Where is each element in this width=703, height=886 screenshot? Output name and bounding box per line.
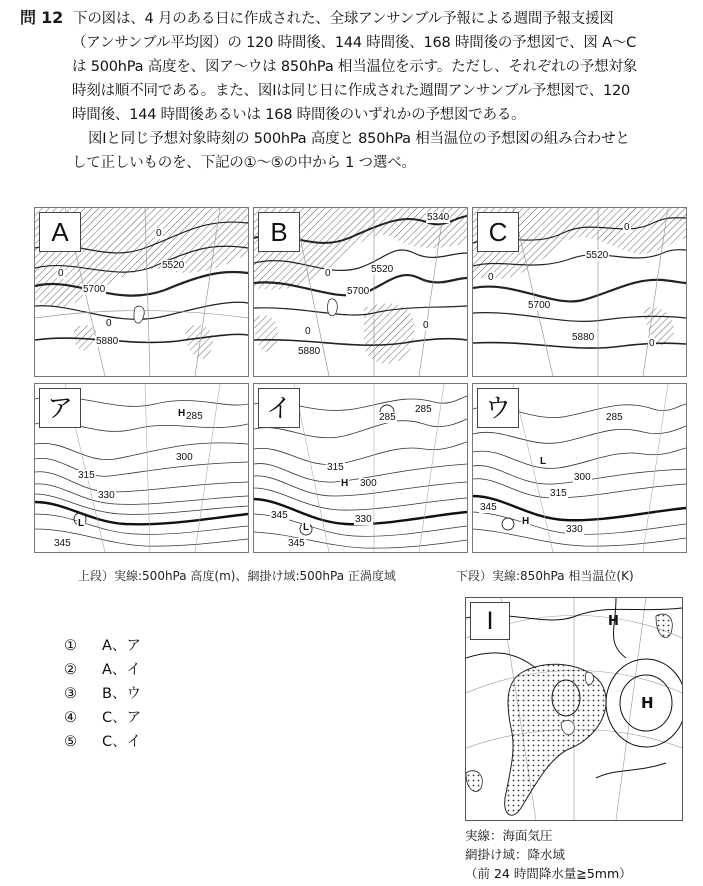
contour-label: 0 (649, 338, 655, 349)
choice-1[interactable] (64, 634, 141, 658)
contour-label: 330 (98, 490, 115, 501)
forecast-panel-grid (34, 207, 685, 551)
choice-text: A、イ (102, 662, 141, 678)
panel-a-tag: A (39, 212, 81, 252)
choice-2[interactable] (64, 658, 141, 682)
question-line: は 500hPa 高度を、図ア〜ウは 850hPa 相当温位を示す。ただし、それぞれの予想対象 (72, 59, 638, 75)
contour-label: 5700 (347, 286, 370, 297)
low-pressure-label: L (303, 522, 310, 533)
contour-label: 285 (415, 404, 432, 415)
choice-number: ⑤ (64, 734, 77, 750)
contour-label: 285 (606, 412, 623, 423)
choice-4[interactable] (64, 706, 141, 730)
contour-label: 5700 (83, 284, 106, 295)
question-line: 図Ⅰと同じ予想対象時刻の 500hPa 高度と 850hPa 相当温位の予想図の組み合わせと (88, 131, 630, 147)
question-line: して正しいものを、下記の①〜⑤の中から 1 つ選べ。 (72, 155, 416, 171)
choice-text: C、イ (102, 734, 142, 750)
contour-label: 315 (327, 462, 344, 473)
contour-label: 300 (574, 472, 591, 483)
panel-i-katakana-tag: イ (258, 388, 300, 428)
high-pressure-label: H (341, 478, 349, 489)
contour-label: 315 (550, 488, 567, 499)
contour-label: 0 (58, 268, 64, 279)
high-pressure-label: H (641, 694, 654, 712)
question-line: 時間後、144 時間後あるいは 168 時間後のいずれかの予想図である。 (72, 107, 526, 123)
map-i-tag: Ⅰ (470, 602, 510, 640)
panel-c-tag: C (477, 212, 519, 252)
caption-top-row: 上段）実線:500hPa 高度(m)、網掛け域:500hPa 正渦度域 (78, 569, 396, 583)
contour-label: 285 (379, 412, 396, 423)
high-pressure-label: H (178, 408, 186, 419)
question-line: 時刻は順不同である。また、図Ⅰは同じ日に作成された週間アンサンブル予想図で、120 (72, 83, 631, 99)
contour-label: 5520 (371, 264, 394, 275)
contour-label: 345 (288, 538, 305, 549)
choice-number: ④ (64, 710, 77, 726)
panel-c (472, 207, 687, 377)
choice-number: ② (64, 662, 77, 678)
panel-a-katakana-tag: ア (39, 388, 81, 428)
high-pressure-label: H (522, 516, 530, 527)
choice-3[interactable] (64, 682, 141, 706)
question-line: （アンサンブル平均図）の 120 時間後、144 時間後、168 時間後の予想図で、図 A〜C (72, 35, 637, 51)
contour-label: 330 (355, 514, 372, 525)
panel-a-katakana (34, 383, 249, 553)
answer-choices (64, 634, 141, 754)
contour-label: 0 (156, 228, 162, 239)
contour-label: 315 (78, 470, 95, 481)
contour-label: 5880 (96, 336, 119, 347)
contour-label: 300 (176, 452, 193, 463)
panel-a (34, 207, 249, 377)
contour-label: 5880 (572, 332, 595, 343)
contour-label: 0 (106, 318, 112, 329)
contour-label: 5700 (528, 300, 551, 311)
contour-label: 300 (360, 478, 377, 489)
panel-u-katakana (472, 383, 687, 553)
caption-bottom-row: 下段）実線:850hPa 相当温位(K) (456, 569, 634, 583)
choice-text: C、ア (102, 710, 142, 726)
legend-line: 実線：海面気圧 (465, 828, 553, 843)
choice-number: ③ (64, 686, 77, 702)
map-i-legend (465, 826, 632, 883)
choice-text: B、ウ (102, 686, 141, 702)
legend-line: （前 24 時間降水量≧5mm） (465, 866, 632, 881)
contour-label: 5880 (298, 346, 321, 357)
contour-label: 0 (624, 222, 630, 233)
contour-label: 5520 (162, 260, 185, 271)
contour-label: 345 (271, 510, 288, 521)
question-para-1: 問 12 下の図は、4 月のある日に作成された、全球アンサンブル予報による週間予報支援図 (20, 8, 614, 27)
low-pressure-label: L (540, 456, 547, 467)
contour-label: 0 (423, 320, 429, 331)
legend-line: 網掛け域：降水域 (465, 847, 566, 862)
contour-label: 285 (186, 411, 203, 422)
low-pressure-label: L (78, 518, 85, 529)
panel-b-tag: B (258, 212, 300, 252)
contour-label: 330 (566, 524, 583, 535)
choice-text: A、ア (102, 638, 141, 654)
choice-number: ① (64, 638, 77, 654)
contour-label: 0 (325, 268, 331, 279)
contour-label: 0 (305, 326, 311, 337)
high-pressure-label: H (608, 614, 619, 629)
contour-label: 5520 (586, 250, 609, 261)
contour-label: 5340 (427, 212, 450, 223)
panel-b (253, 207, 468, 377)
map-i (465, 597, 683, 821)
panel-i-katakana (253, 383, 468, 553)
contour-label: 345 (480, 502, 497, 513)
question-number: 問 12 (20, 8, 64, 27)
contour-label: 345 (54, 538, 71, 549)
question-text (20, 6, 682, 175)
panel-u-katakana-tag: ウ (477, 388, 519, 428)
choice-5[interactable] (64, 730, 141, 754)
contour-label: 0 (488, 272, 494, 283)
